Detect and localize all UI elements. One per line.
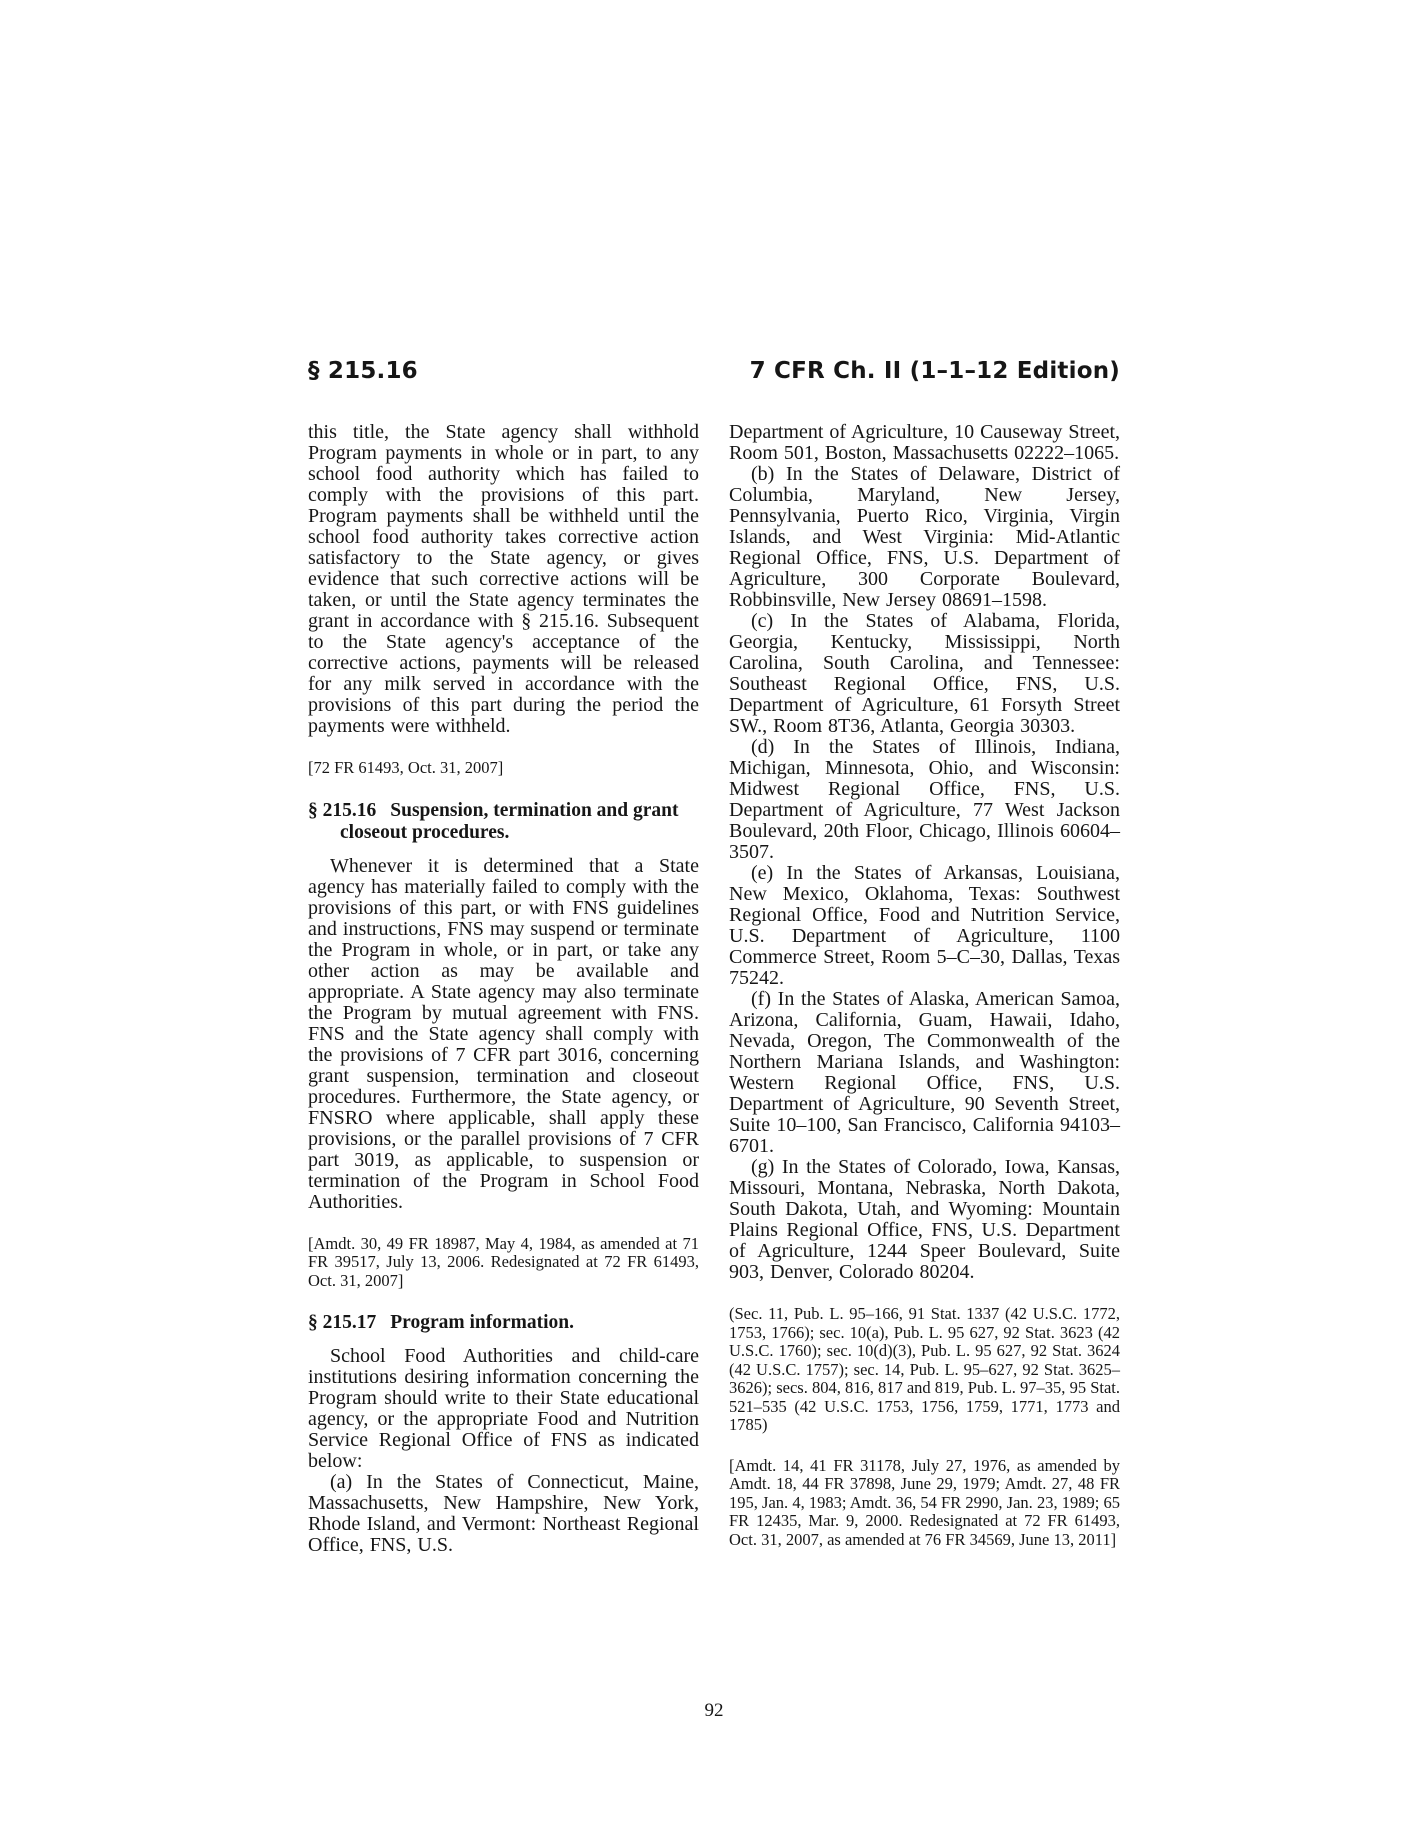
paragraph-region-d-midwest: (d) In the States of Illinois, Indiana, Michigan, Minnesota, Ohio, and Wisconsin: Midwest Regional Office, FNS, U.S. Department of Agriculture, 77 West Jackson Boulevard, 20th Floor, Chicago, Illinois 60604–3507. — [729, 736, 1120, 863]
citation-amdt-30: [Amdt. 30, 49 FR 18987, May 4, 1984, as amended at 71 FR 39517, July 13, 2006. Redesignated at 72 FR 61493, Oct. 31, 2007] — [308, 1233, 699, 1290]
header-edition-title: 7 CFR Ch. II (1–1–12 Edition) — [749, 358, 1120, 384]
page-number: 92 — [704, 1700, 724, 1721]
paragraph-region-e-southwest: (e) In the States of Arkansas, Louisiana, New Mexico, Oklahoma, Texas: Southwest Regional Office, Food and Nutrition Service, U.S. Department of Agriculture, 1100 Commerce Street, Room 5–C–30, Dallas, Texas 75242. — [729, 862, 1120, 989]
amendment-history-note: [Amdt. 14, 41 FR 31178, July 27, 1976, as amended by Amdt. 18, 44 FR 37898, June 29, 1979; Amdt. 27, 48 FR 195, Jan. 4, 1983; Amdt. 36, 54 FR 2990, Jan. 23, 1989; 65 FR 12435, Mar. 9, 2000. Redesignated at 72 FR 61493, Oct. 31, 2007, as amended at 76 FR 34569, June 13, 2011] — [729, 1455, 1120, 1549]
section-215-16-number: § 215.16 — [308, 799, 377, 821]
right-column — [729, 422, 1120, 1556]
section-215-17-number: § 215.17 — [308, 1312, 377, 1333]
paragraph-continuation-boston-address: Department of Agriculture, 10 Causeway Street, Room 501, Boston, Massachusetts 02222–1065. — [729, 421, 1120, 464]
paragraph-whenever-determined: Whenever it is determined that a State agency has materially failed to comply with the provisions of this part, or with FNS guidelines and instructions, FNS may suspend or terminate the Program in whole, or in part, or take any other action as may be available and appropriate. A State agency may also terminate the Program by mutual agreement with FNS. FNS and the State agency shall comply with the provisions of 7 CFR part 3016, concerning grant suspension, termination and closeout procedures. Furthermore, the State agency, or FNSRO where applicable, shall apply these provisions, or the parallel provisions of 7 CFR part 3019, as applicable, to suspension or termination of the Program in School Food Authorities. — [308, 854, 699, 1213]
paragraph-region-g-mountain-plains: (g) In the States of Colorado, Iowa, Kansas, Missouri, Montana, Nebraska, North Dakota, South Dakota, Utah, and Wyoming: Mountain Plains Regional Office, FNS, U.S. Department of Agriculture, 1244 Speer Boulevard, Suite 903, Denver, Colorado 80204. — [729, 1156, 1120, 1283]
authority-citation-note: (Sec. 11, Pub. L. 95–166, 91 Stat. 1337 (42 U.S.C. 1772, 1753, 1766); sec. 10(a), Pub. L. 95 627, 92 Stat. 3623 (42 U.S.C. 1760); sec. 10(d)(3), Pub. L. 95 627, 92 Stat. 3624 (42 U.S.C. 1757); sec. 14, Pub. L. 95–627, 92 Stat. 3625–3626); secs. 804, 816, 817 and 819, Pub. L. 97–35, 95 Stat. 521–535 (42 U.S.C. 1753, 1756, 1759, 1771, 1773 and 1785) — [729, 1304, 1120, 1434]
section-215-16-title: Suspension, termination and grant closeout procedures. — [340, 799, 679, 843]
paragraph-school-food-authorities: School Food Authorities and child-care institutions desiring information concerning the Program should write to their State educational agency, or the appropriate Food and Nutrition Service Regional Office of FNS as indicated below: — [308, 1345, 699, 1472]
paragraph-region-f-western: (f) In the States of Alaska, American Samoa, Arizona, California, Guam, Hawaii, Idaho, Nevada, Oregon, The Commonwealth of the Northern Mariana Islands, and Washington: Western Regional Office, FNS, U.S. Department of Agriculture, 90 Seventh Street, Suite 10–100, San Francisco, California 94103–6701. — [729, 988, 1120, 1157]
section-215-17-title: Program information. — [390, 1312, 575, 1333]
section-heading-215-17 — [308, 1312, 699, 1334]
page-header — [308, 358, 1120, 384]
paragraph-region-a-northeast: (a) In the States of Connecticut, Maine, Massachusetts, New Hampshire, New York, Rhode Island, and Vermont: Northeast Regional Office, FNS, U.S. — [308, 1471, 699, 1556]
paragraph-region-b-mid-atlantic: (b) In the States of Delaware, District of Columbia, Maryland, New Jersey, Pennsylvania, Puerto Rico, Virginia, Virgin Islands, and West Virginia: Mid-Atlantic Regional Office, FNS, U.S. Department of Agriculture, 300 Corporate Boulevard, Robbinsville, New Jersey 08691–1598. — [729, 463, 1120, 611]
two-column-text-body — [308, 422, 1120, 1556]
section-heading-215-16 — [308, 800, 699, 844]
left-column — [308, 422, 699, 1556]
header-section-number: § 215.16 — [308, 358, 418, 384]
paragraph-region-c-southeast: (c) In the States of Alabama, Florida, Georgia, Kentucky, Mississippi, North Carolina, South Carolina, and Tennessee: Southeast Regional Office, FNS, U.S. Department of Agriculture, 61 Forsyth Street SW., Room 8T36, Atlanta, Georgia 30303. — [729, 610, 1120, 737]
citation-72-fr-61493: [72 FR 61493, Oct. 31, 2007] — [308, 758, 504, 777]
paragraph-continuation-withhold-payments: this title, the State agency shall withhold Program payments in whole or in part, to any school food authority which has failed to comply with the provisions of this part. Program payments shall be withheld until the school food authority takes corrective action satisfactory to the State agency, or gives evidence that such corrective actions will be taken, or until the State agency terminates the grant in accordance with § 215.16. Subsequent to the State agency's acceptance of the corrective actions, payments will be released for any milk served in accordance with the provisions of this part during the period the payments were withheld. — [308, 421, 699, 737]
